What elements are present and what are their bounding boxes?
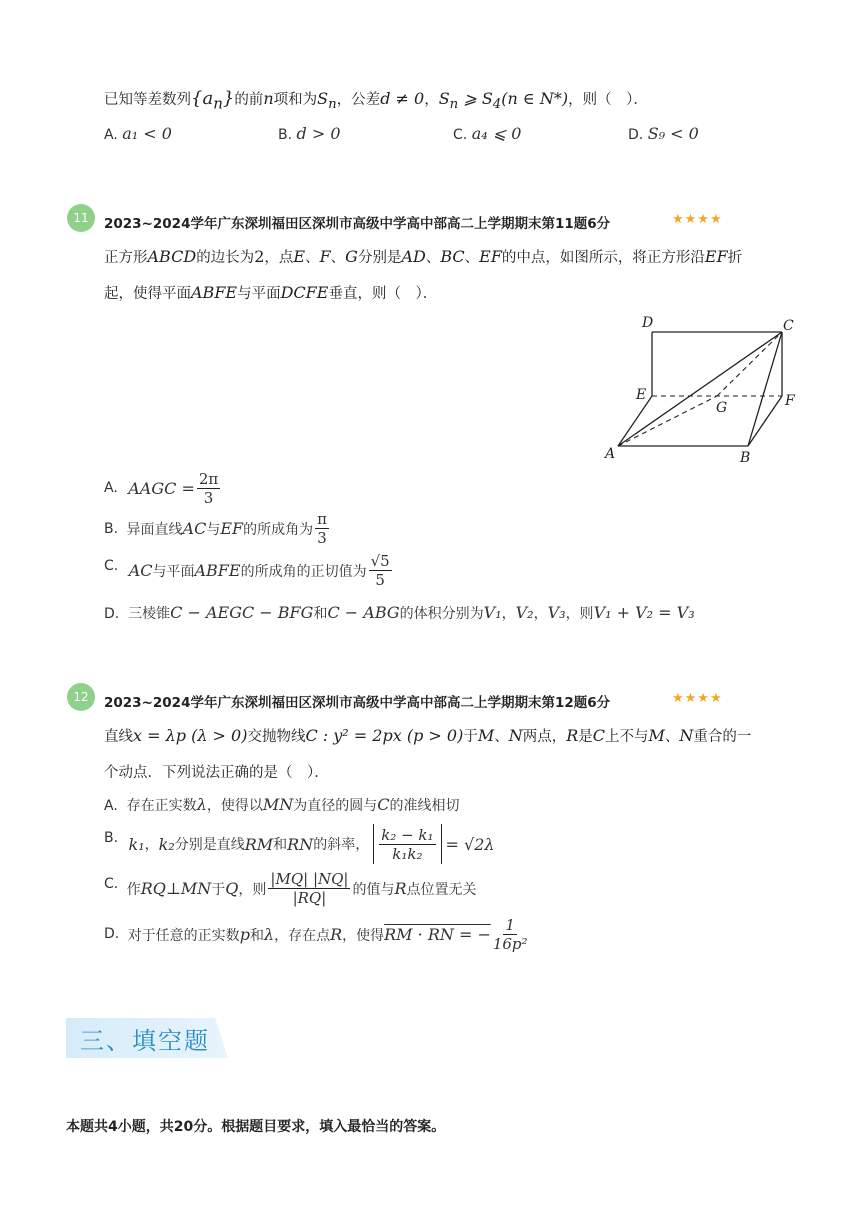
label-a: A	[605, 446, 616, 462]
vector-dot-product: RM · RN = −	[384, 925, 491, 944]
math: EF	[479, 247, 502, 266]
text: 交抛物线	[247, 729, 306, 745]
text: 于	[463, 729, 478, 745]
text: 异面直线	[126, 521, 183, 538]
q12-option-c[interactable]	[104, 870, 477, 907]
math: G	[345, 247, 358, 266]
math: BC	[440, 247, 465, 266]
text: ，使得以	[206, 798, 263, 814]
math: k₂	[158, 834, 175, 854]
denominator: k₁k₂	[392, 844, 423, 863]
fraction	[379, 826, 435, 863]
label-d: D	[642, 315, 654, 331]
q11-stem-line2	[104, 282, 437, 303]
q11-source: 2023~2024学年广东深圳福田区深圳市高级中学高中部高二上学期期末第11题6分	[104, 216, 611, 232]
q10-s-sub: n	[328, 97, 337, 113]
q10-option-a[interactable]	[104, 124, 172, 143]
numerator: 2π	[198, 470, 219, 488]
denominator: 5	[375, 571, 385, 589]
option-math: S₉ < 0	[647, 124, 699, 143]
text: 和	[249, 927, 264, 944]
numerator: π	[317, 510, 327, 528]
text: 、	[664, 729, 680, 745]
q12-difficulty-stars: ★★★★	[672, 691, 723, 706]
q10-ineq-s: S	[438, 89, 450, 108]
text: 的值与	[352, 881, 395, 898]
math: C − AEGC − BFG	[170, 603, 314, 622]
denominator: 3	[317, 529, 327, 547]
math: RM	[244, 834, 274, 854]
q10-stem-text-b: 的前	[234, 92, 264, 108]
q10-inequality	[438, 89, 569, 113]
label-g: G	[716, 400, 728, 416]
text: 的斜率，	[313, 837, 370, 853]
math: RQ⊥MN	[140, 879, 212, 898]
q10-s-symbol: S	[317, 89, 329, 108]
text: 重合的一	[693, 729, 752, 745]
math: AC	[128, 561, 153, 580]
math: V₃	[547, 603, 566, 622]
section-title: 三、填空题	[80, 1027, 210, 1055]
math: R	[330, 925, 343, 944]
denominator: 3	[203, 489, 214, 507]
q11-stem-line1	[104, 246, 742, 267]
math: C	[377, 795, 390, 814]
math: E	[293, 247, 306, 266]
text: 为直径的圆与	[293, 798, 378, 814]
option-math: a₄ ⩽ 0	[471, 124, 522, 143]
text: ，点	[264, 250, 294, 266]
text: 与平面	[152, 563, 195, 580]
numerator: |MQ| |NQ|	[270, 870, 349, 888]
abs-bracket-right	[441, 824, 442, 864]
option-label: A.	[104, 480, 118, 496]
label-e: E	[636, 387, 647, 403]
text: 的所成角的正切值为	[240, 563, 367, 580]
q11-difficulty-stars: ★★★★	[672, 212, 723, 227]
q12-number-badge: 12	[67, 683, 95, 711]
q10-ineq-sub2: 4	[492, 97, 502, 113]
math: RN	[287, 834, 314, 854]
text: ，则	[238, 881, 267, 898]
text: 、	[464, 250, 480, 266]
option-label: B.	[278, 127, 293, 143]
denominator: |RQ|	[292, 889, 327, 907]
q12-stem-line2: 个动点．下列说法正确的是（ ）．	[104, 765, 329, 781]
option-label: D.	[104, 606, 120, 622]
text: 的准线相切	[389, 798, 460, 814]
fraction	[493, 916, 528, 953]
math: V₁ + V₂ = V₃	[593, 603, 695, 622]
math: ABFE	[191, 283, 238, 302]
option-math: d > 0	[296, 124, 341, 143]
fraction	[268, 870, 350, 907]
option-math: AAGC =	[128, 479, 195, 498]
numerator: k₂ − k₁	[381, 825, 434, 844]
text: ，则	[565, 606, 594, 622]
text: 直线	[104, 729, 133, 745]
q10-seq-symbol: {a	[191, 88, 214, 109]
edge-ag-dashed	[618, 396, 717, 446]
q10-ineq-domain: (n ∈ N*)	[501, 89, 569, 108]
math: R	[394, 879, 407, 898]
q12-option-b[interactable]	[104, 824, 495, 864]
math: N	[508, 726, 523, 745]
math: AC	[182, 519, 207, 538]
abs-bracket-left	[373, 824, 374, 864]
math: k₁	[128, 834, 145, 854]
math: ABCD	[147, 247, 197, 266]
math: C : y² = 2px (p > 0)	[305, 726, 464, 745]
text: 分别是直线	[174, 837, 245, 853]
q10-option-c[interactable]	[453, 124, 521, 143]
q10-option-b[interactable]	[278, 124, 341, 143]
math: λ	[196, 795, 207, 814]
q12-option-a[interactable]	[104, 795, 459, 815]
q10-d-condition: d ≠ 0	[380, 89, 425, 108]
text: 分别是	[357, 250, 402, 266]
option-label: A.	[104, 127, 118, 143]
q11-geometry-figure	[600, 310, 810, 470]
numerator: √5	[370, 552, 390, 570]
text: ，使得	[342, 927, 385, 944]
text: 和	[313, 606, 328, 622]
q10-stem-text: 已知等差数列	[104, 92, 191, 108]
text: 、	[330, 250, 346, 266]
text: 起，使得平面	[104, 286, 191, 302]
option-math: a₁ < 0	[122, 124, 172, 143]
text: ，存在点	[274, 927, 331, 944]
text: 垂直，则（ ）．	[328, 286, 438, 302]
text: 存在正实数	[126, 798, 197, 814]
q10-comma: ，	[424, 92, 439, 108]
numerator: 1	[505, 916, 515, 934]
text: 两点，	[522, 729, 567, 745]
option-label: C.	[104, 558, 119, 574]
q10-stem	[104, 88, 648, 113]
option-label: C.	[453, 127, 468, 143]
math: AD	[401, 247, 426, 266]
text: 、	[494, 729, 509, 745]
math: = √2λ	[445, 834, 495, 854]
text: 于	[211, 881, 226, 898]
math: V₁	[483, 603, 502, 622]
q10-stem-text-c: 项和为	[273, 92, 318, 108]
math: Q	[225, 879, 239, 898]
edge-ea	[618, 396, 652, 446]
text: 的体积分别为	[399, 606, 484, 622]
text: 和	[273, 837, 288, 853]
math: EF	[704, 247, 728, 266]
option-label: B.	[104, 520, 119, 537]
denominator: 16p²	[492, 935, 528, 953]
q10-seq-sub: n	[213, 94, 223, 113]
q10-sn	[317, 89, 337, 113]
text: 的所成角为	[243, 521, 314, 538]
text: 上不与	[605, 729, 649, 745]
text: 的中点，如图所示，将正方形沿	[501, 250, 705, 266]
math: C	[592, 726, 605, 745]
fraction	[369, 552, 392, 589]
math: λ	[263, 925, 275, 944]
q10-seq	[191, 88, 235, 113]
math: M	[648, 726, 665, 745]
math: R	[566, 726, 579, 745]
q12-source: 2023~2024学年广东深圳福田区深圳市高级中学高中部高二上学期期末第12题6分	[104, 695, 611, 711]
option-label: A.	[104, 798, 118, 814]
math: MN	[262, 795, 294, 814]
q11-option-c[interactable]	[104, 552, 394, 589]
math: EF	[220, 519, 244, 538]
text: 、	[305, 250, 320, 266]
text: ，	[533, 606, 548, 622]
option-label: C.	[104, 876, 119, 892]
section-note: 本题共4小题，共20分。根据题目要求，填入最恰当的答案。	[66, 1119, 446, 1135]
math: x = λp (λ > 0)	[133, 726, 248, 745]
text: 与	[206, 521, 221, 538]
label-c: C	[783, 318, 794, 334]
q10-option-d[interactable]	[628, 124, 699, 143]
q11-number-badge: 11	[67, 204, 95, 232]
math: C − ABG	[327, 603, 400, 622]
text: ，	[144, 837, 159, 853]
math: 2	[254, 247, 265, 266]
text: 三棱锥	[128, 606, 171, 622]
text: 、	[425, 250, 441, 266]
text: 是	[578, 729, 593, 745]
q10-seq-close: }	[222, 88, 235, 109]
q11-option-d[interactable]	[104, 603, 695, 623]
edge-bf	[748, 396, 782, 446]
q12-stem-line1	[104, 725, 751, 746]
label-f: F	[785, 393, 795, 409]
q12-option-d[interactable]	[104, 916, 530, 953]
math: V₂	[515, 603, 534, 622]
option-label: B.	[104, 830, 119, 846]
math: ABFE	[194, 561, 241, 580]
text: 对于任意的正实数	[127, 927, 240, 944]
math: M	[477, 726, 495, 745]
math: F	[319, 247, 331, 266]
text: 点位置无关	[406, 881, 477, 898]
text: 作	[126, 881, 141, 898]
option-label: D.	[104, 926, 120, 942]
text: 折	[727, 250, 743, 266]
text: 的边长为	[196, 250, 255, 266]
q10-stem-text-d: ，公差	[336, 92, 381, 108]
q10-ineq-mid: ⩾ S	[458, 89, 493, 108]
math: N	[679, 726, 694, 745]
q10-ineq-sub: n	[449, 97, 459, 113]
q11-option-b[interactable]	[104, 510, 331, 547]
math: p	[239, 925, 250, 944]
q10-n: n	[263, 89, 274, 108]
text: 与平面	[237, 286, 281, 302]
q10-stem-end: ，则（ ）．	[568, 92, 648, 108]
math: DCFE	[280, 283, 329, 302]
text: ，	[501, 606, 516, 622]
option-label: D.	[628, 127, 644, 143]
label-b: B	[740, 450, 751, 466]
text: 正方形	[104, 250, 148, 266]
q11-option-a[interactable]	[104, 470, 222, 507]
fraction	[315, 510, 329, 547]
fraction	[197, 470, 220, 507]
